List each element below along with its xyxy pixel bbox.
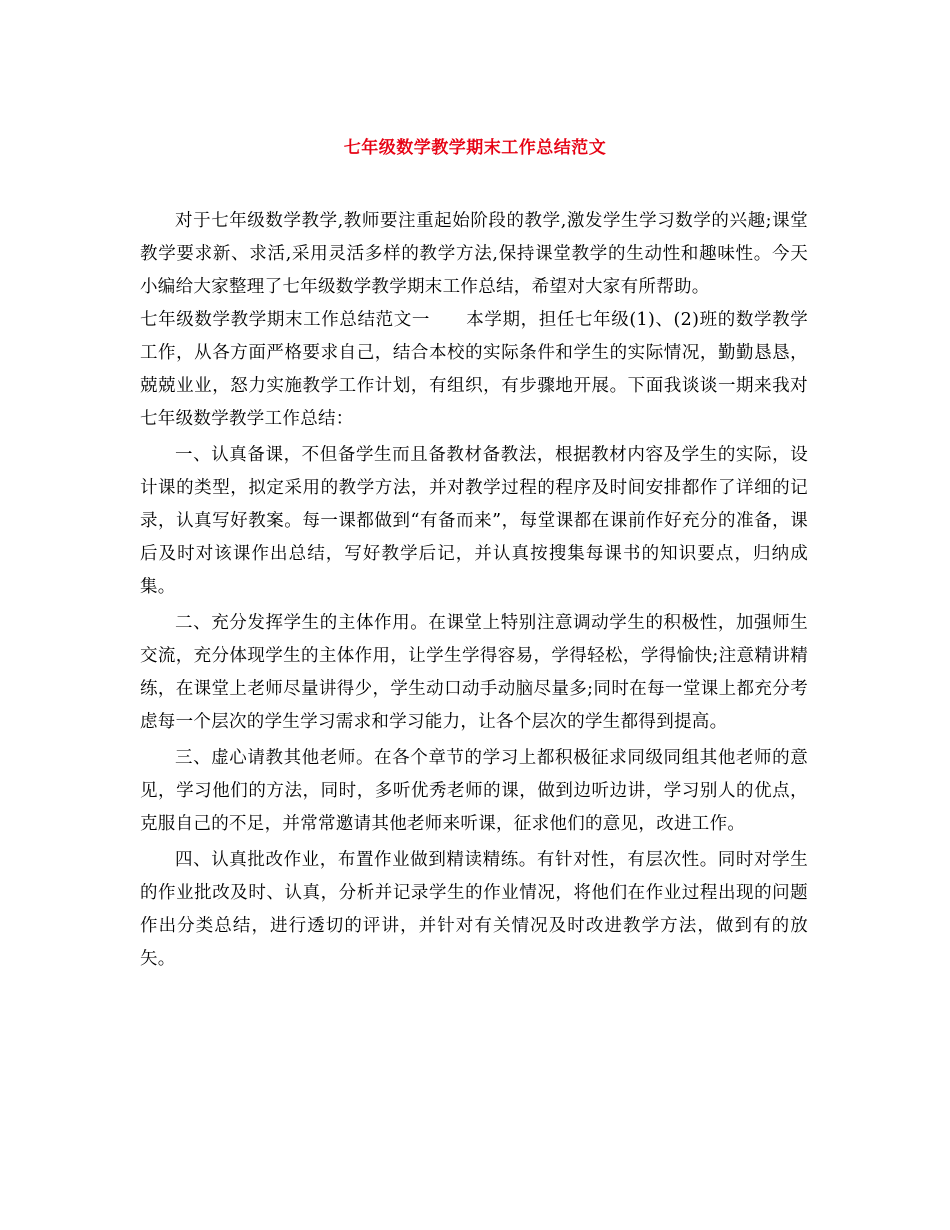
paragraph-point-two: 二、充分发挥学生的主体作用。在课堂上特别注意调动学生的积极性，加强师生交流，充分体现学生的主体作用，让学生学得容易，学得轻松，学得愉快;注意精讲精练，在课堂上老师尽量讲得少，学生动口动手动脑尽量多;同时在每一堂课上都充分考虑每一个层次的学生学习需求和学习能力，让各个层次的学生都得到提高。: [140, 613, 808, 732]
paragraph-point-one: 一、认真备课，不但备学生而且备教材备教法，根据教材内容及学生的实际，设计课的类型，拟定采用的教学方法，并对教学过程的程序及时间安排都作了详细的记录，认真写好教案。每一课都做到“有备而来”，每堂课都在课前作好充分的准备，课后及时对该课作出总结，写好教学后记，并认真按搜集每课书的知识要点，归纳成集。: [140, 445, 808, 597]
paragraph-section-one-intro: 七年级数学教学期末工作总结范文一 本学期，担任七年级(1)、(2)班的数学教学工作，从各方面严格要求自己，结合本校的实际条件和学生的实际情况，勤勤恳恳，兢兢业业，怒力实施教学工作计划，有组织，有步骤地开展。下面我谈谈一期来我对七年级数学教学工作总结：: [140, 310, 808, 429]
paragraph-intro: 对于七年级数学教学,教师要注重起始阶段的教学,激发学生学习数学的兴趣;课堂教学要求新、求活,采用灵活多样的教学方法,保持课堂教学的生动性和趣味性。今天小编给大家整理了七年级数学教学期末工作总结，希望对大家有所帮助。: [140, 211, 808, 297]
document-title: 七年级数学教学期末工作总结范文: [343, 138, 607, 158]
paragraph-point-four: 四、认真批改作业，布置作业做到精读精练。有针对性，有层次性。同时对学生的作业批改及时、认真，分析并记录学生的作业情况，将他们在作业过程出现的问题作出分类总结，进行透切的评讲，并针对有关情况及时改进教学方法，做到有的放矢。: [140, 850, 808, 969]
paragraph-point-three: 三、虚心请教其他老师。在各个章节的学习上都积极征求同级同组其他老师的意见，学习他们的方法，同时，多听优秀老师的课，做到边听边讲，学习别人的优点，克服自己的不足，并常常邀请其他老师来听课，征求他们的意见，改进工作。: [140, 748, 808, 834]
document-body: [140, 205, 808, 976]
